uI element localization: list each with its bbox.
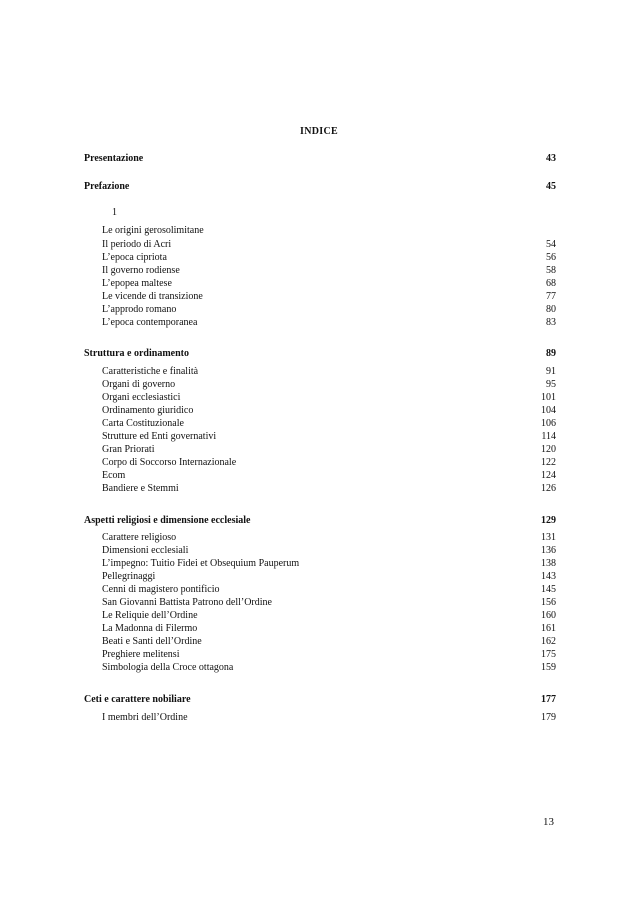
toc-item [84,635,556,648]
toc-section [84,347,556,360]
toc-page: 43 [546,153,556,164]
toc-page: 83 [546,317,556,328]
toc-label: Prefazione [84,181,130,192]
toc-item [84,531,556,544]
toc-page: 126 [541,483,556,494]
toc-item [84,596,556,609]
toc-label: Organi di governo [102,379,176,390]
toc-label: Organi ecclesiastici [102,392,181,403]
toc-item [84,404,556,417]
page-title: INDICE [300,126,338,137]
toc-item [84,443,556,456]
toc-item [84,482,556,495]
toc-page: 89 [546,348,556,359]
toc-page: 131 [541,532,556,543]
toc-label: Carattere religioso [102,532,177,543]
toc-item [84,417,556,430]
toc-item [84,378,556,391]
toc-label: Strutture ed Enti governativi [102,431,217,442]
toc-page: 68 [546,278,556,289]
toc-label: Aspetti religiosi e dimensione ecclesiale [84,515,251,526]
toc-label: Dimensioni ecclesiali [102,545,189,556]
toc-section [84,514,556,527]
toc-item [84,648,556,661]
toc-item [84,264,556,277]
toc-page: 120 [541,444,556,455]
toc-page: 177 [541,694,556,705]
toc-label: L’epoca cipriota [102,252,167,263]
toc-page: 77 [546,291,556,302]
toc-page: 161 [541,623,556,634]
toc-page: 143 [541,571,556,582]
toc-page: 145 [541,584,556,595]
toc-item [84,661,556,674]
toc-page: 160 [541,610,556,621]
toc-item [84,224,556,237]
toc-label: Gran Priorati [102,444,155,455]
toc-label: Le vicende di transizione [102,291,203,302]
toc-item [84,316,556,329]
toc-page: 175 [541,649,556,660]
toc-label: Ecom [102,470,126,481]
toc-label: L’impegno: Tuitio Fidei et Obsequium Pauperum [102,558,300,569]
toc-page: 156 [541,597,556,608]
toc-page: 101 [541,392,556,403]
toc-item [84,430,556,443]
toc-item [84,290,556,303]
toc-label: Preghiere melitensi [102,649,180,660]
toc-page: 129 [541,515,556,526]
toc-label: Carta Costituzionale [102,418,184,429]
toc-label: Presentazione [84,153,144,164]
toc-label: Ceti e carattere nobiliare [84,694,191,705]
toc-label: Ordinamento giuridico [102,405,194,416]
toc-label: Cenni di magistero pontificio [102,584,220,595]
toc-page: 104 [541,405,556,416]
toc-item [84,456,556,469]
toc-page: 122 [541,457,556,468]
toc-item [84,544,556,557]
toc-item [84,251,556,264]
toc-label: Il periodo di Acri [102,239,172,250]
toc-label: Pellegrinaggi [102,571,156,582]
toc-label: Il governo rodiense [102,265,180,276]
toc-label: Simbologia della Croce ottagona [102,662,234,673]
fragment-mark: 1 [112,207,117,218]
toc-page: 58 [546,265,556,276]
toc-label: San Giovanni Battista Patrono dell’Ordine [102,597,272,608]
toc-page: 80 [546,304,556,315]
toc-label: Beati e Santi dell’Ordine [102,636,202,647]
toc-label: L’approdo romano [102,304,177,315]
toc-label: Bandiere e Stemmi [102,483,179,494]
toc-label: Le origini gerosolimitane [102,225,204,236]
toc-page: 54 [546,239,556,250]
toc-item [84,609,556,622]
toc-page: 95 [546,379,556,390]
toc-item [84,391,556,404]
toc-page: 136 [541,545,556,556]
toc-page: 91 [546,366,556,377]
toc-page: 138 [541,558,556,569]
toc-section [84,152,556,165]
toc-label: L’epoca contemporanea [102,317,198,328]
toc-item [84,622,556,635]
toc-page: 114 [541,431,556,442]
toc-item [84,583,556,596]
toc-label: La Madonna di Filermo [102,623,198,634]
toc-item [84,711,556,724]
toc-label: I membri dell’Ordine [102,712,188,723]
toc-section [84,693,556,706]
toc-item [84,238,556,251]
toc-label: L’epopea maltese [102,278,172,289]
toc-page: 124 [541,470,556,481]
toc-label: Caratteristiche e finalità [102,366,199,377]
toc-page: 56 [546,252,556,263]
toc-label: Corpo di Soccorso Internazionale [102,457,237,468]
page-number: 13 [543,816,554,828]
toc-label: Struttura e ordinamento [84,348,189,359]
toc-item [84,277,556,290]
toc-item [84,469,556,482]
toc-label: Le Reliquie dell’Ordine [102,610,198,621]
toc-item [84,570,556,583]
toc-page: 106 [541,418,556,429]
toc-item [84,365,556,378]
toc-item [84,557,556,570]
toc-page: 179 [541,712,556,723]
toc-item [84,303,556,316]
toc-page: 162 [541,636,556,647]
toc-page: 45 [546,181,556,192]
toc-page: 159 [541,662,556,673]
toc-section [84,180,556,193]
